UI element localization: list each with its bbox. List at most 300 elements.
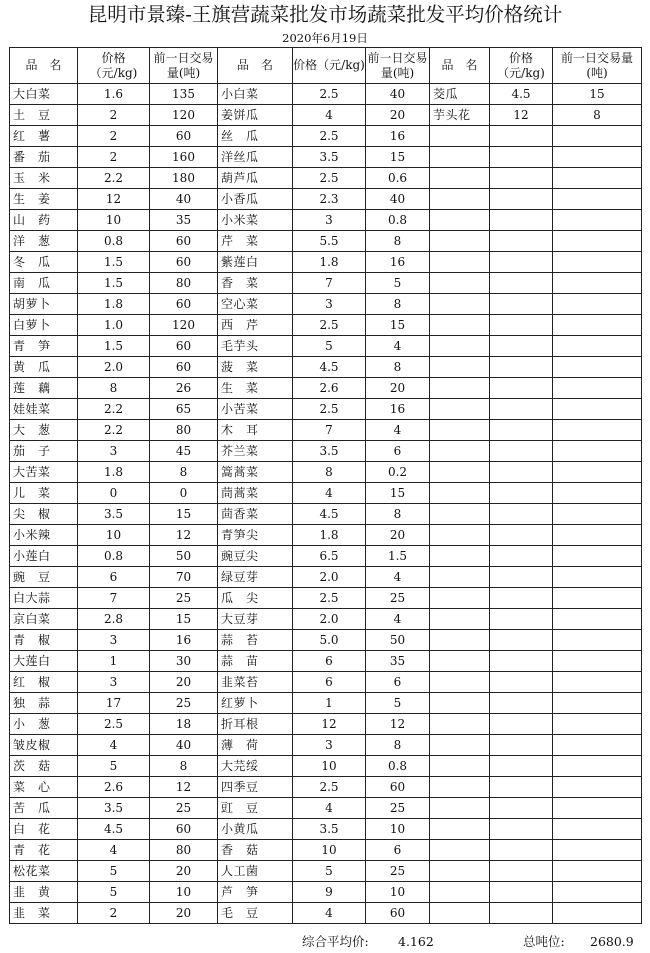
empty-cell	[490, 168, 553, 189]
table-row	[10, 168, 642, 189]
empty-cell	[430, 903, 490, 924]
empty-cell	[430, 714, 490, 735]
cell-name: 尖 椒	[10, 504, 78, 525]
cell-price: 3.5	[293, 147, 366, 168]
cell-volume: 10	[150, 882, 218, 903]
empty-cell	[430, 294, 490, 315]
cell-name: 蒜 苔	[218, 630, 293, 651]
cell-name: 茭瓜	[430, 84, 490, 105]
cell-price: 2	[78, 105, 150, 126]
empty-cell	[490, 714, 553, 735]
empty-cell	[430, 567, 490, 588]
table-row	[10, 546, 642, 567]
cell-name: 儿 菜	[10, 483, 78, 504]
table-row	[10, 336, 642, 357]
empty-cell	[490, 651, 553, 672]
header-volume: 前一日交易量(吨)	[366, 48, 430, 84]
table-row	[10, 147, 642, 168]
empty-cell	[430, 147, 490, 168]
cell-price: 2.0	[293, 609, 366, 630]
empty-cell	[553, 630, 642, 651]
cell-volume: 4	[366, 336, 430, 357]
table-row	[10, 714, 642, 735]
cell-name: 小 葱	[10, 714, 78, 735]
cell-name: 小苦菜	[218, 399, 293, 420]
empty-cell	[490, 819, 553, 840]
cell-volume: 160	[150, 147, 218, 168]
page-title: 昆明市景臻-王旗营蔬菜批发市场蔬菜批发平均价格统计	[87, 3, 563, 26]
cell-volume: 0.6	[366, 168, 430, 189]
cell-volume: 8	[366, 735, 430, 756]
cell-price: 12	[293, 714, 366, 735]
empty-cell	[430, 693, 490, 714]
empty-cell	[490, 126, 553, 147]
cell-volume: 50	[366, 630, 430, 651]
cell-volume: 80	[150, 273, 218, 294]
cell-volume: 60	[366, 777, 430, 798]
cell-name: 南 瓜	[10, 273, 78, 294]
cell-name: 丝 瓜	[218, 126, 293, 147]
empty-cell	[490, 588, 553, 609]
empty-cell	[553, 882, 642, 903]
cell-volume: 25	[366, 798, 430, 819]
cell-price: 3	[293, 294, 366, 315]
empty-cell	[553, 903, 642, 924]
empty-cell	[430, 189, 490, 210]
cell-name: 茴香菜	[218, 504, 293, 525]
empty-cell	[553, 294, 642, 315]
cell-price: 3	[78, 630, 150, 651]
cell-volume: 8	[366, 357, 430, 378]
cell-volume: 60	[150, 357, 218, 378]
cell-name: 芥兰菜	[218, 441, 293, 462]
cell-name: 大莲白	[10, 651, 78, 672]
average-price-label: 综合平均价:	[302, 934, 369, 949]
empty-cell	[490, 525, 553, 546]
table-row	[10, 210, 642, 231]
cell-price: 10	[293, 840, 366, 861]
empty-cell	[490, 399, 553, 420]
cell-price: 1.5	[78, 252, 150, 273]
empty-cell	[430, 882, 490, 903]
empty-cell	[430, 483, 490, 504]
cell-volume: 25	[150, 693, 218, 714]
cell-volume: 6	[366, 441, 430, 462]
cell-price: 4.5	[490, 84, 553, 105]
table-row	[10, 840, 642, 861]
empty-cell	[490, 504, 553, 525]
cell-name: 绿豆芽	[218, 567, 293, 588]
cell-name: 青 花	[10, 840, 78, 861]
cell-name: 皱皮椒	[10, 735, 78, 756]
cell-name: 姜饼瓜	[218, 105, 293, 126]
cell-volume: 5	[366, 273, 430, 294]
cell-volume: 25	[366, 588, 430, 609]
empty-cell	[430, 630, 490, 651]
cell-volume: 8	[150, 756, 218, 777]
empty-cell	[553, 714, 642, 735]
cell-volume: 1.5	[366, 546, 430, 567]
empty-cell	[430, 840, 490, 861]
header-volume: 前一日交易量(吨)	[553, 48, 642, 84]
header-price: 价格（元/kg)	[293, 48, 366, 84]
empty-cell	[490, 630, 553, 651]
table-row	[10, 630, 642, 651]
empty-cell	[430, 504, 490, 525]
table-row	[10, 294, 642, 315]
cell-volume: 25	[366, 861, 430, 882]
average-price-value: 4.162	[398, 934, 434, 949]
cell-volume: 15	[366, 483, 430, 504]
cell-name: 小香瓜	[218, 189, 293, 210]
cell-price: 5	[78, 756, 150, 777]
table-row	[10, 777, 642, 798]
cell-name: 芹 菜	[218, 231, 293, 252]
table-row	[10, 252, 642, 273]
empty-cell	[490, 147, 553, 168]
cell-price: 6.5	[293, 546, 366, 567]
table-row	[10, 231, 642, 252]
cell-name: 苦 瓜	[10, 798, 78, 819]
empty-cell	[553, 840, 642, 861]
cell-name: 篙蒿菜	[218, 462, 293, 483]
cell-volume: 8	[366, 504, 430, 525]
empty-cell	[553, 567, 642, 588]
table-row	[10, 315, 642, 336]
empty-cell	[430, 126, 490, 147]
cell-price: 3.5	[78, 798, 150, 819]
cell-volume: 60	[150, 252, 218, 273]
total-tonnage-value: 2680.9	[590, 934, 634, 949]
empty-cell	[490, 462, 553, 483]
cell-price: 0.8	[78, 546, 150, 567]
table-row	[10, 651, 642, 672]
cell-name: 茄 子	[10, 441, 78, 462]
empty-cell	[553, 609, 642, 630]
table-row	[10, 882, 642, 903]
empty-cell	[430, 441, 490, 462]
empty-cell	[553, 231, 642, 252]
table-row	[10, 756, 642, 777]
empty-cell	[553, 336, 642, 357]
empty-cell	[553, 147, 642, 168]
cell-name: 黄 瓜	[10, 357, 78, 378]
cell-price: 2.2	[78, 168, 150, 189]
cell-price: 3	[78, 441, 150, 462]
empty-cell	[490, 483, 553, 504]
cell-volume: 10	[366, 882, 430, 903]
cell-price: 2.5	[293, 168, 366, 189]
total-tonnage-label: 总吨位:	[523, 934, 565, 949]
cell-volume: 50	[150, 546, 218, 567]
cell-price: 4	[293, 903, 366, 924]
empty-cell	[430, 315, 490, 336]
header-price: 价格（元/kg)	[78, 48, 150, 84]
cell-name: 折耳根	[218, 714, 293, 735]
cell-name: 白萝卜	[10, 315, 78, 336]
cell-volume: 20	[150, 672, 218, 693]
cell-volume: 0	[150, 483, 218, 504]
table-row	[10, 861, 642, 882]
cell-price: 5.5	[293, 231, 366, 252]
cell-name: 葫芦瓜	[218, 168, 293, 189]
empty-cell	[490, 861, 553, 882]
cell-volume: 35	[150, 210, 218, 231]
empty-cell	[490, 777, 553, 798]
cell-name: 生 姜	[10, 189, 78, 210]
cell-price: 2.5	[293, 126, 366, 147]
cell-volume: 60	[150, 126, 218, 147]
cell-volume: 16	[150, 630, 218, 651]
empty-cell	[430, 336, 490, 357]
table-row	[10, 189, 642, 210]
cell-price: 1.8	[293, 252, 366, 273]
cell-price: 5	[293, 861, 366, 882]
cell-volume: 60	[366, 903, 430, 924]
empty-cell	[490, 441, 553, 462]
cell-name: 独 蒜	[10, 693, 78, 714]
cell-volume: 20	[150, 861, 218, 882]
cell-price: 2.2	[78, 420, 150, 441]
empty-cell	[490, 798, 553, 819]
empty-cell	[490, 252, 553, 273]
cell-name: 小米菜	[218, 210, 293, 231]
cell-price: 2.6	[293, 378, 366, 399]
cell-volume: 4	[366, 567, 430, 588]
empty-cell	[430, 798, 490, 819]
cell-name: 冬 瓜	[10, 252, 78, 273]
cell-price: 7	[78, 588, 150, 609]
cell-price: 1	[293, 693, 366, 714]
cell-name: 薄 荷	[218, 735, 293, 756]
empty-cell	[553, 546, 642, 567]
empty-cell	[490, 273, 553, 294]
cell-volume: 20	[366, 525, 430, 546]
empty-cell	[490, 357, 553, 378]
empty-cell	[490, 756, 553, 777]
cell-volume: 4	[366, 420, 430, 441]
empty-cell	[553, 273, 642, 294]
table-row	[10, 357, 642, 378]
empty-cell	[553, 798, 642, 819]
empty-cell	[553, 462, 642, 483]
cell-volume: 40	[366, 189, 430, 210]
cell-volume: 16	[366, 399, 430, 420]
empty-cell	[430, 399, 490, 420]
cell-price: 12	[78, 189, 150, 210]
cell-name: 白 花	[10, 819, 78, 840]
cell-name: 瓜 尖	[218, 588, 293, 609]
empty-cell	[553, 378, 642, 399]
empty-cell	[553, 399, 642, 420]
cell-name: 韭菜苔	[218, 672, 293, 693]
cell-volume: 0.2	[366, 462, 430, 483]
empty-cell	[553, 651, 642, 672]
empty-cell	[490, 693, 553, 714]
cell-price: 2.0	[78, 357, 150, 378]
cell-price: 2.5	[78, 714, 150, 735]
cell-volume: 60	[150, 336, 218, 357]
empty-cell	[490, 189, 553, 210]
empty-cell	[490, 420, 553, 441]
empty-cell	[430, 756, 490, 777]
empty-cell	[553, 357, 642, 378]
cell-price: 7	[293, 420, 366, 441]
table-row	[10, 420, 642, 441]
cell-name: 芋头花	[430, 105, 490, 126]
cell-volume: 60	[150, 231, 218, 252]
header-name: 品 名	[218, 48, 293, 84]
cell-price: 2.5	[293, 588, 366, 609]
header-name: 品 名	[10, 48, 78, 84]
table-row	[10, 441, 642, 462]
cell-price: 4	[293, 483, 366, 504]
cell-price: 5	[293, 336, 366, 357]
empty-cell	[430, 210, 490, 231]
cell-name: 白大蒜	[10, 588, 78, 609]
cell-name: 大白菜	[10, 84, 78, 105]
cell-price: 2.0	[293, 567, 366, 588]
cell-volume: 60	[150, 294, 218, 315]
cell-volume: 12	[150, 777, 218, 798]
empty-cell	[490, 735, 553, 756]
cell-price: 6	[293, 651, 366, 672]
cell-volume: 8	[150, 462, 218, 483]
cell-price: 1.5	[78, 273, 150, 294]
empty-cell	[430, 588, 490, 609]
cell-price: 6	[293, 672, 366, 693]
empty-cell	[553, 756, 642, 777]
cell-price: 2.5	[293, 399, 366, 420]
cell-volume: 0.8	[366, 210, 430, 231]
report-date: 2020年6月19日	[282, 31, 368, 45]
table-row	[10, 609, 642, 630]
header-row	[10, 48, 642, 84]
empty-cell	[430, 231, 490, 252]
empty-cell	[490, 546, 553, 567]
empty-cell	[430, 168, 490, 189]
cell-name: 菠 菜	[218, 357, 293, 378]
table-row	[10, 462, 642, 483]
empty-cell	[430, 777, 490, 798]
empty-cell	[490, 609, 553, 630]
cell-name: 芦 笋	[218, 882, 293, 903]
empty-cell	[553, 504, 642, 525]
cell-name: 莲 藕	[10, 378, 78, 399]
cell-volume: 16	[366, 126, 430, 147]
cell-price: 1.8	[293, 525, 366, 546]
cell-name: 毛 豆	[218, 903, 293, 924]
empty-cell	[430, 609, 490, 630]
empty-cell	[430, 672, 490, 693]
cell-volume: 15	[366, 315, 430, 336]
empty-cell	[553, 735, 642, 756]
cell-name: 青 笋	[10, 336, 78, 357]
cell-price: 2	[78, 147, 150, 168]
cell-name: 木 耳	[218, 420, 293, 441]
price-table	[9, 47, 642, 924]
cell-price: 2.5	[293, 777, 366, 798]
cell-volume: 25	[150, 588, 218, 609]
table-row	[10, 819, 642, 840]
empty-cell	[490, 210, 553, 231]
cell-name: 小黄瓜	[218, 819, 293, 840]
empty-cell	[490, 567, 553, 588]
cell-price: 4.5	[78, 819, 150, 840]
cell-name: 毛芋头	[218, 336, 293, 357]
cell-name: 豌豆尖	[218, 546, 293, 567]
cell-volume: 16	[366, 252, 430, 273]
cell-name: 洋 葱	[10, 231, 78, 252]
cell-name: 青笋尖	[218, 525, 293, 546]
cell-volume: 5	[366, 693, 430, 714]
cell-price: 1.5	[78, 336, 150, 357]
cell-price: 17	[78, 693, 150, 714]
cell-volume: 6	[366, 840, 430, 861]
cell-price: 2.8	[78, 609, 150, 630]
empty-cell	[490, 294, 553, 315]
cell-name: 京白菜	[10, 609, 78, 630]
table-row	[10, 525, 642, 546]
empty-cell	[553, 168, 642, 189]
cell-volume: 20	[366, 378, 430, 399]
cell-volume: 4	[366, 609, 430, 630]
table-row	[10, 693, 642, 714]
empty-cell	[490, 378, 553, 399]
cell-name: 香 菇	[218, 840, 293, 861]
cell-name: 豌 豆	[10, 567, 78, 588]
cell-name: 松花菜	[10, 861, 78, 882]
cell-price: 3.5	[293, 819, 366, 840]
cell-volume: 15	[366, 147, 430, 168]
table-row	[10, 672, 642, 693]
table-row	[10, 84, 642, 105]
cell-price: 8	[78, 378, 150, 399]
cell-volume: 65	[150, 399, 218, 420]
cell-name: 玉 米	[10, 168, 78, 189]
cell-name: 人工菌	[218, 861, 293, 882]
empty-cell	[553, 126, 642, 147]
cell-price: 1.8	[78, 462, 150, 483]
cell-price: 10	[78, 525, 150, 546]
empty-cell	[490, 672, 553, 693]
cell-price: 3	[78, 672, 150, 693]
cell-volume: 120	[150, 105, 218, 126]
cell-volume: 18	[150, 714, 218, 735]
empty-cell	[553, 315, 642, 336]
cell-volume: 35	[366, 651, 430, 672]
cell-name: 红 薯	[10, 126, 78, 147]
table-row	[10, 504, 642, 525]
empty-cell	[553, 525, 642, 546]
empty-cell	[553, 189, 642, 210]
empty-cell	[490, 336, 553, 357]
cell-price: 9	[293, 882, 366, 903]
cell-name: 空心菜	[218, 294, 293, 315]
cell-volume: 80	[150, 420, 218, 441]
cell-price: 0	[78, 483, 150, 504]
cell-price: 5	[78, 861, 150, 882]
cell-name: 胡萝卜	[10, 294, 78, 315]
cell-name: 红 椒	[10, 672, 78, 693]
table-row	[10, 105, 642, 126]
table-row	[10, 903, 642, 924]
cell-price: 7	[293, 273, 366, 294]
cell-price: 1	[78, 651, 150, 672]
cell-volume: 70	[150, 567, 218, 588]
cell-name: 土 豆	[10, 105, 78, 126]
cell-name: 韭 黄	[10, 882, 78, 903]
